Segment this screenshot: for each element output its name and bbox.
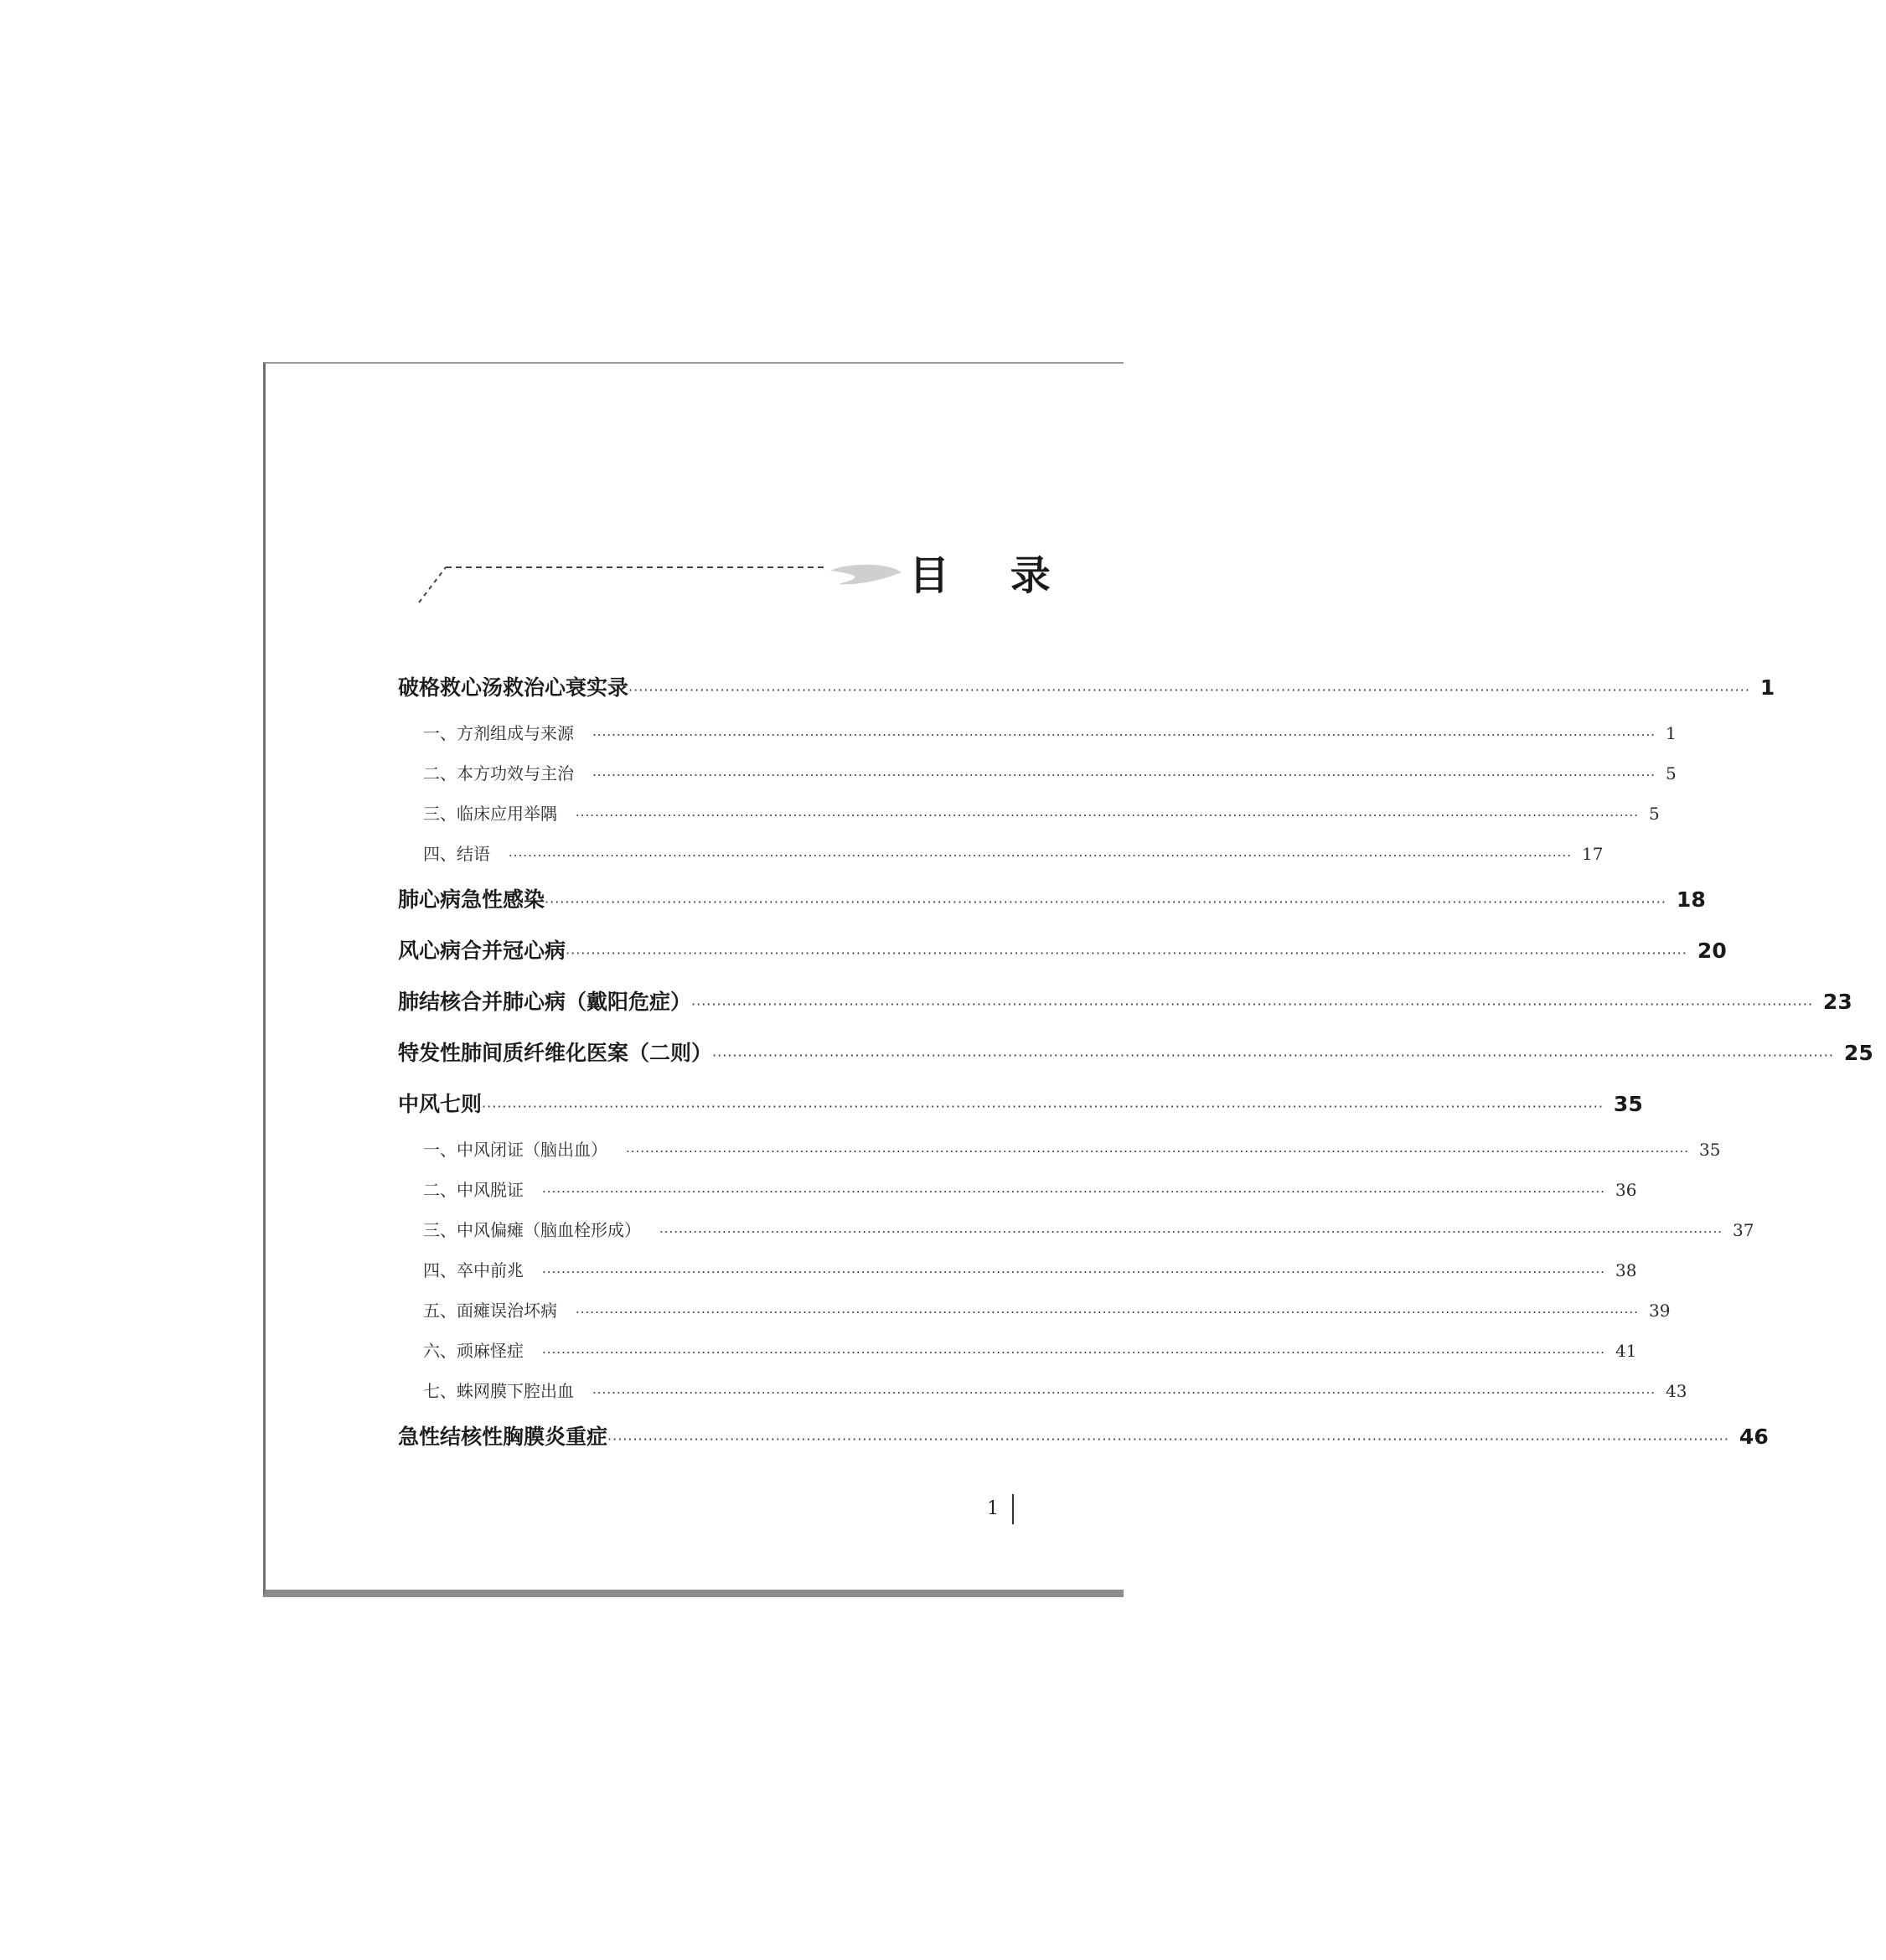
table-of-contents [398, 662, 1873, 1462]
toc-entry-label: 五、面瘫误治坏病 [423, 1301, 557, 1321]
dot-leader: ···························································································································································································································· [712, 1047, 1834, 1063]
dot-leader: ···························································································································································································································· [628, 682, 1750, 698]
toc-entry-page: 25 [1843, 1041, 1873, 1065]
toc-section-entry[interactable] [398, 1371, 1687, 1411]
toc-section-entry[interactable] [398, 834, 1604, 874]
toc-entry-page: 5 [1665, 763, 1677, 783]
toc-entry-page: 38 [1615, 1260, 1637, 1280]
toc-section-entry[interactable] [398, 1130, 1721, 1170]
toc-entry-label: 四、结语 [423, 844, 490, 864]
dot-leader: ···························································································································································································································· [626, 1144, 1689, 1159]
toc-entry-page: 35 [1698, 1140, 1721, 1160]
toc-entry-label: 二、本方功效与主治 [423, 763, 574, 783]
toc-entry-page: 43 [1665, 1381, 1687, 1401]
dot-leader: ···························································································································································································································· [545, 894, 1666, 910]
toc-chapter-entry[interactable] [398, 662, 1775, 713]
dot-leader: ···························································································································································································································· [592, 727, 1656, 742]
dot-leader: ···························································································································································································································· [482, 1099, 1604, 1114]
toc-entry-label: 急性结核性胸膜炎重症 [398, 1425, 608, 1449]
dot-leader: ···························································································································································································································· [691, 996, 1813, 1012]
toc-entry-page: 5 [1648, 804, 1660, 824]
dot-leader: ···························································································································································································································· [592, 768, 1656, 783]
dot-leader: ···························································································································································································································· [607, 1431, 1729, 1447]
toc-entry-label: 中风七则 [398, 1092, 483, 1116]
toc-entry-label: 三、临床应用举隅 [423, 804, 557, 824]
dot-leader: ···························································································································································································································· [659, 1224, 1723, 1239]
toc-entry-page: 41 [1615, 1341, 1637, 1361]
header-ornament [416, 557, 851, 608]
toc-entry-page: 36 [1615, 1180, 1637, 1200]
toc-chapter-entry[interactable] [398, 874, 1706, 925]
toc-entry-label: 七、蛛网膜下腔出血 [423, 1381, 574, 1401]
page-number: 1 [987, 1498, 999, 1519]
toc-entry-page: 1 [1665, 723, 1677, 743]
toc-entry-page: 18 [1676, 887, 1706, 912]
toc-chapter-entry[interactable] [398, 1078, 1643, 1130]
dot-leader: ···························································································································································································································· [542, 1184, 1605, 1199]
toc-chapter-entry[interactable] [398, 976, 1852, 1027]
dot-leader: ···························································································································································································································· [542, 1345, 1605, 1360]
toc-section-entry[interactable] [398, 753, 1677, 794]
toc-chapter-entry[interactable] [398, 925, 1727, 976]
toc-section-entry[interactable] [398, 794, 1660, 834]
toc-section-entry[interactable] [398, 713, 1677, 753]
toc-entry-label: 肺心病急性感染 [398, 887, 545, 912]
toc-entry-label: 四、卒中前兆 [423, 1260, 524, 1280]
toc-entry-label: 二、中风脱证 [423, 1180, 524, 1200]
toc-entry-page: 23 [1822, 990, 1852, 1014]
toc-entry-page: 37 [1732, 1220, 1754, 1240]
toc-entry-label: 风心病合并冠心病 [398, 939, 566, 963]
dot-leader: ···························································································································································································································· [576, 1305, 1639, 1320]
toc-entry-label: 破格救心汤救治心衰实录 [398, 675, 629, 700]
toc-section-entry[interactable] [398, 1210, 1754, 1250]
toc-chapter-entry[interactable] [398, 1411, 1769, 1462]
toc-section-entry[interactable] [398, 1170, 1637, 1210]
toc-entry-page: 20 [1697, 939, 1727, 963]
toc-entry-label: 六、顽麻怪症 [423, 1341, 524, 1361]
toc-entry-label: 一、方剂组成与来源 [423, 723, 574, 743]
toc-entry-page: 17 [1581, 844, 1604, 864]
toc-section-entry[interactable] [398, 1331, 1637, 1371]
dot-leader: ···························································································································································································································· [509, 848, 1572, 863]
toc-entry-page: 39 [1648, 1301, 1671, 1321]
toc-entry-label: 一、中风闭证（脑出血） [423, 1140, 607, 1160]
toc-entry-label: 三、中风偏瘫（脑血栓形成） [423, 1220, 641, 1240]
page-number-rule [1012, 1494, 1014, 1524]
toc-entry-page: 1 [1759, 675, 1775, 700]
dot-leader: ···························································································································································································································· [592, 1385, 1656, 1400]
toc-entry-label: 肺结核合并肺心病（戴阳危症） [398, 990, 692, 1014]
toc-section-entry[interactable] [398, 1290, 1671, 1331]
dot-leader: ···························································································································································································································· [576, 808, 1639, 823]
toc-entry-label: 特发性肺间质纤维化医案（二则） [398, 1041, 713, 1065]
toc-entry-page: 35 [1613, 1092, 1643, 1116]
toc-section-entry[interactable] [398, 1250, 1637, 1290]
toc-entry-page: 46 [1739, 1425, 1769, 1449]
toc-title: 目 录 [909, 552, 1074, 599]
toc-chapter-entry[interactable] [398, 1027, 1873, 1078]
dot-leader: ···························································································································································································································· [542, 1264, 1605, 1280]
dot-leader: ···························································································································································································································· [566, 945, 1687, 961]
